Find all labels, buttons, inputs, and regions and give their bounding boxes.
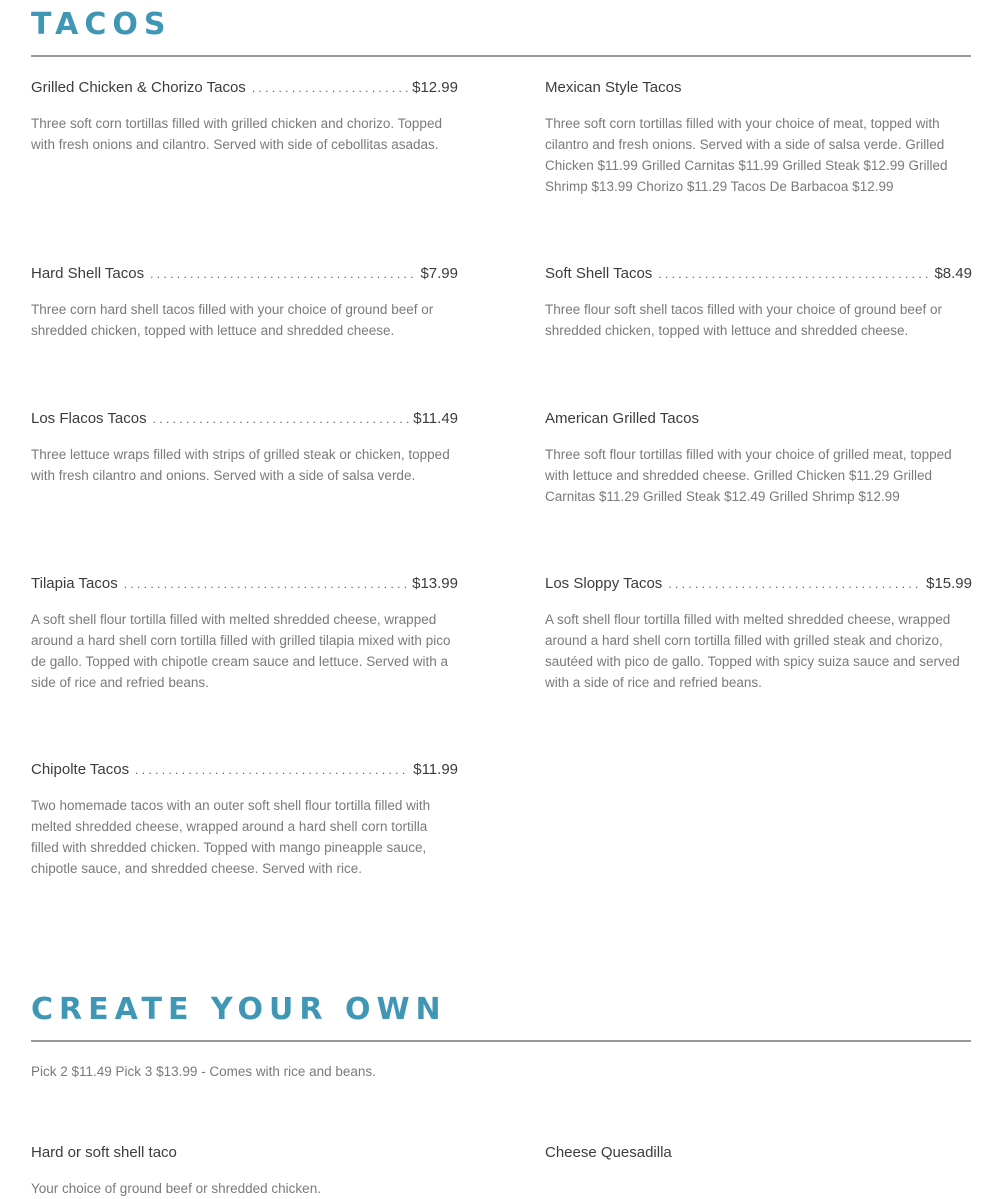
menu-item xyxy=(545,1144,972,1162)
menu-item-description: A soft shell flour tortilla filled with melted shredded cheese, wrapped around a hard shell corn tortilla filled with grilled tilapia mixed with pico de gallo. Topped with chipotle cream sauce and lettuce. Served with a side of rice and refried beans. xyxy=(31,612,451,690)
dot-leader xyxy=(668,575,922,593)
menu-item-name: Chipolte Tacos xyxy=(31,761,130,778)
menu-item-name: Soft Shell Tacos xyxy=(545,265,653,282)
menu-item-header xyxy=(545,575,972,593)
menu-item-header xyxy=(31,761,458,779)
menu-item xyxy=(545,410,972,507)
menu-item-description: Three corn hard shell tacos filled with your choice of ground beef or shredded chicken, topped with lettuce and shredded cheese. xyxy=(31,302,434,338)
menu-item-header xyxy=(31,575,458,593)
section-title-create-your-own: CREATE YOUR OWN xyxy=(31,992,447,1027)
menu-item-name: Mexican Style Tacos xyxy=(545,79,682,96)
menu-item xyxy=(545,265,972,341)
create-your-own-intro: Pick 2 $11.49 Pick 3 $13.99 - Comes with rice and beans. xyxy=(31,1064,376,1079)
menu-item-description: Your choice of ground beef or shredded chicken. xyxy=(31,1181,321,1196)
menu-item-price: $15.99 xyxy=(926,575,972,592)
menu-item-name: Grilled Chicken & Chorizo Tacos xyxy=(31,79,246,96)
menu-item-name: Cheese Quesadilla xyxy=(545,1144,672,1161)
menu-item xyxy=(545,79,972,197)
menu-item-name: Hard or soft shell taco xyxy=(31,1144,177,1161)
menu-item-header xyxy=(31,265,458,283)
menu-item-header xyxy=(31,410,458,428)
menu-item xyxy=(31,1144,458,1199)
menu-item-description: Three lettuce wraps filled with strips of grilled steak or chicken, topped with fresh cilantro and onions. Served with a side of salsa verde. xyxy=(31,447,450,483)
menu-item-price: $7.99 xyxy=(420,265,458,282)
menu-item-name: Tilapia Tacos xyxy=(31,575,118,592)
dot-leader xyxy=(658,265,930,283)
dot-leader xyxy=(153,410,410,428)
menu-item-name: Hard Shell Tacos xyxy=(31,265,145,282)
menu-item-header xyxy=(31,1144,458,1162)
menu-item-description: Three soft corn tortillas filled with grilled chicken and chorizo. Topped with fresh onions and cilantro. Served with side of cebollitas asadas. xyxy=(31,116,442,152)
menu-item xyxy=(31,410,458,486)
menu-item-description: Two homemade tacos with an outer soft shell flour tortilla filled with melted shredded cheese, wrapped around a hard shell corn tortilla filled with shredded chicken. Topped with mango pineapple sauce, chipotle sauce, and shredded cheese. Served with rice. xyxy=(31,798,431,876)
menu-item xyxy=(31,265,458,341)
menu-item xyxy=(545,575,972,693)
menu-item-header xyxy=(545,410,972,428)
menu-item xyxy=(31,79,458,155)
menu-item-description: Three soft corn tortillas filled with your choice of meat, topped with cilantro and fresh onions. Served with a side of salsa verde. Grilled Chicken $11.99 Grilled Carnitas $11.99 Grilled Steak $12.99 Grilled Shrimp $13.99 Chorizo $11.29 Tacos De Barbacoa $12.99 xyxy=(545,116,948,194)
section-title-tacos: TACOS xyxy=(31,7,172,42)
menu-item xyxy=(31,575,458,693)
menu-item-name: Los Sloppy Tacos xyxy=(545,575,663,592)
menu-item-name: American Grilled Tacos xyxy=(545,410,699,427)
menu-item-header xyxy=(545,79,972,97)
menu-item-price: $13.99 xyxy=(412,575,458,592)
section-divider-tacos xyxy=(31,55,971,57)
menu-item-price: $11.99 xyxy=(413,761,458,778)
menu-item-price: $12.99 xyxy=(412,79,458,96)
dot-leader xyxy=(252,79,408,97)
menu-item-name: Los Flacos Tacos xyxy=(31,410,147,427)
section-divider-create-your-own xyxy=(31,1040,971,1042)
menu-item-description: Three soft flour tortillas filled with your choice of grilled meat, topped with lettuce and shredded cheese. Grilled Chicken $11.29 Grilled Carnitas $11.29 Grilled Steak $12.49 Grilled Shrimp $12.99 xyxy=(545,447,952,504)
menu-item-description: A soft shell flour tortilla filled with melted shredded cheese, wrapped around a hard shell corn tortilla filled with grilled steak and chorizo, sautéed with pico de gallo. Topped with spicy suiza sauce and served with a side of rice and refried beans. xyxy=(545,612,960,690)
dot-leader xyxy=(124,575,408,593)
menu-item-header xyxy=(545,265,972,283)
menu-item-price: $8.49 xyxy=(934,265,972,282)
menu-item-header xyxy=(545,1144,972,1162)
menu-item xyxy=(31,761,458,879)
menu-item-price: $11.49 xyxy=(413,410,458,427)
menu-item-description: Three flour soft shell tacos filled with your choice of ground beef or shredded chicken, topped with lettuce and shredded cheese. xyxy=(545,302,942,338)
dot-leader xyxy=(150,265,416,283)
menu-item-header xyxy=(31,79,458,97)
dot-leader xyxy=(135,761,409,779)
